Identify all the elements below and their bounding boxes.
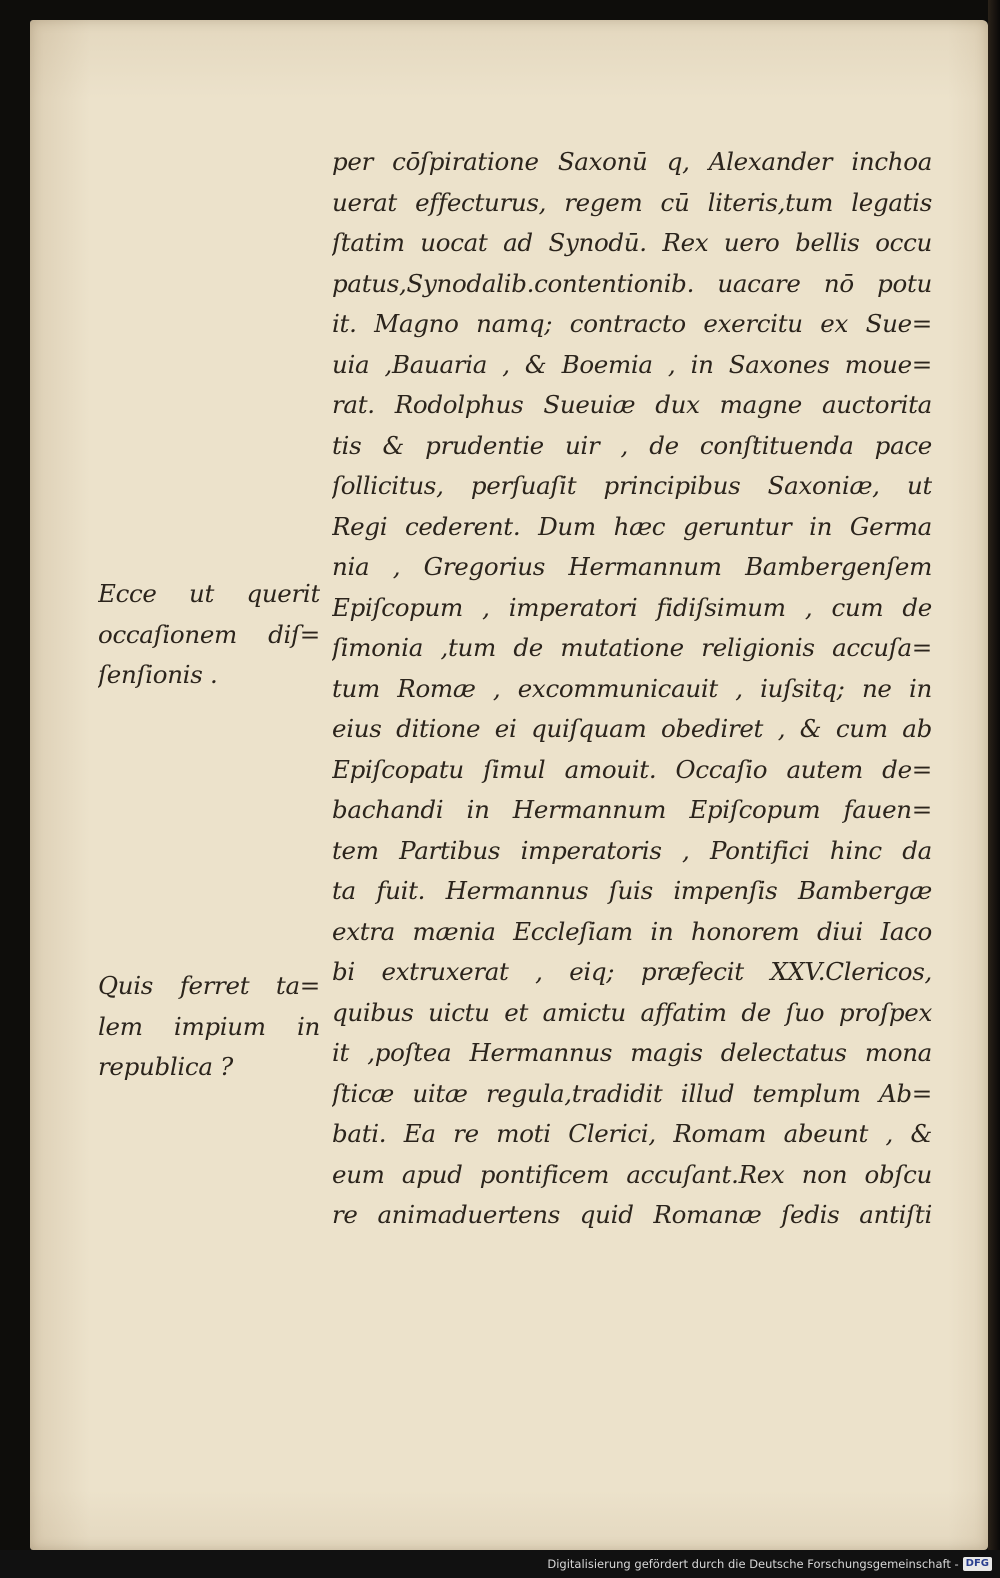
text-line: per cōſpiratione Saxonū q, Alexander inchoa xyxy=(332,147,932,176)
margin-note-line: republica ? xyxy=(98,1052,233,1081)
page-edge-shadow xyxy=(988,0,1000,1578)
credit-text: Digitalisierung gefördert durch die Deutsche Forschungsgemeinschaft - xyxy=(547,1557,959,1571)
text-line: extra mænia Eccleſiam in honorem diui Iaco xyxy=(332,916,932,946)
text-line: bati. Ea re moti Clerici, Romam abeunt , & xyxy=(332,1119,932,1148)
text-line: ſtatim uocat ad Synodū. Rex uero bellis occu xyxy=(332,228,932,257)
margin-note-2 xyxy=(98,966,320,1088)
text-line: tem Partibus imperatoris , Pontifici hinc da xyxy=(332,835,932,865)
text-line: it. Magno namq; contracto exercitu ex Sue= xyxy=(332,309,932,338)
text-line: ſimonia ,tum de mutatione religionis accuſa= xyxy=(332,633,932,662)
margin-note-line: Ecce ut querit xyxy=(98,579,320,608)
text-line: Epiſcopatu ſimul amouit. Occaſio autem de= xyxy=(332,754,932,784)
main-text-block xyxy=(332,142,932,1236)
text-line: ſollicitus, perſuaſit principibus Saxoniæ, ut xyxy=(332,471,932,500)
margin-note-line: lem impium in xyxy=(98,1011,320,1041)
text-line: Epiſcopum , imperatori fidiſsimum , cum de xyxy=(332,592,932,622)
text-line: nia , Gregorius Hermannum Bambergenſem xyxy=(332,552,932,581)
text-line: ſticæ uitæ regula,tradidit illud templum Ab= xyxy=(332,1078,932,1108)
text-line: it ,poſtea Hermannus magis delectatus mona xyxy=(332,1038,932,1067)
text-line: patus,Synodalib.contentionib. uacare nō potu xyxy=(332,268,932,298)
text-line: uerat effecturus, regem cū literis,tum legatis xyxy=(332,187,932,217)
text-line: bi extruxerat , eiq; præfecit XXV.Clericos, xyxy=(332,957,932,986)
text-line: tis & prudentie uir , de conſtituenda pace xyxy=(332,430,932,460)
text-line: bachandi in Hermannum Epiſcopum fauen= xyxy=(332,795,932,824)
text-line: tum Romæ , excommunicauit , iuſsitq; ne in xyxy=(332,673,932,703)
text-line: uia ,Bauaria , & Boemia , in Saxones moue= xyxy=(332,349,932,379)
text-line: quibus uictu et amictu affatim de ſuo proſpex xyxy=(332,997,932,1027)
text-line: Regi cederent. Dum hæc geruntur in Germa xyxy=(332,511,932,541)
margin-note-line: Quis ferret ta= xyxy=(98,971,320,1000)
digitization-credit xyxy=(547,1553,992,1575)
text-line: ta fuit. Hermannus ſuis impenſis Bambergæ xyxy=(332,876,932,905)
margin-note-1 xyxy=(98,574,320,696)
margin-note-line: ſenſionis . xyxy=(98,660,218,689)
text-line: eius ditione ei quiſquam obediret , & cum ab xyxy=(332,714,932,743)
text-line: re animaduertens quid Romanæ ſedis antiſti xyxy=(332,1200,932,1229)
dfg-logo: DFG xyxy=(963,1557,992,1571)
margin-note-line: occaſionem diſ= xyxy=(98,619,320,649)
text-line: eum apud pontificem accuſant.Rex non obſcu xyxy=(332,1159,932,1189)
text-line: rat. Rodolphus Sueuiæ dux magne auctorita xyxy=(332,390,932,419)
